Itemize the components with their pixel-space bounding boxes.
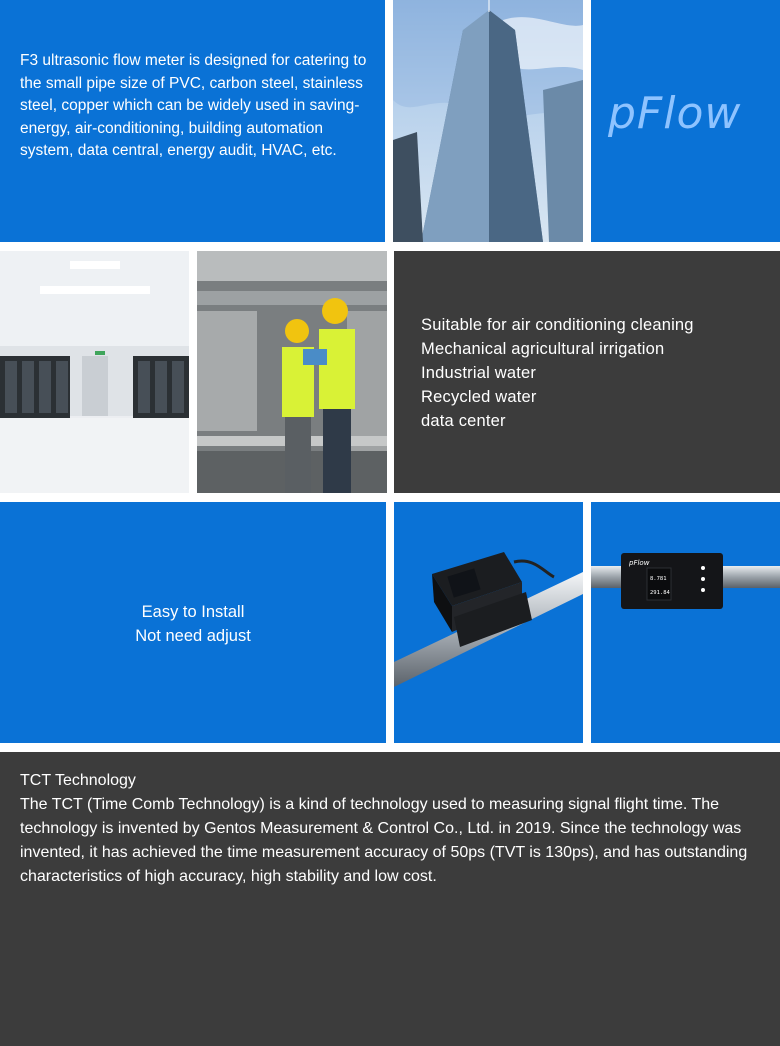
list-item: Suitable for air conditioning cleaning xyxy=(421,316,694,334)
install-panel xyxy=(0,502,386,743)
intro-panel xyxy=(0,0,385,242)
install-line-2: Not need adjust xyxy=(135,627,251,645)
list-item: Mechanical agricultural irrigation xyxy=(421,340,665,358)
pflow-logo: pFlow xyxy=(608,88,742,139)
flow-meter-side-image xyxy=(394,502,583,743)
engineers-image xyxy=(197,251,387,493)
brand-panel xyxy=(591,0,780,242)
list-item: data center xyxy=(421,412,506,430)
device-reading-2: 291.84 xyxy=(650,590,670,596)
list-item: Recycled water xyxy=(421,388,537,406)
flow-meter-front-image xyxy=(591,502,780,743)
list-item: Industrial water xyxy=(421,364,537,382)
server-room-image xyxy=(0,251,189,493)
intro-text: F3 ultrasonic flow meter is designed for catering to the small pipe size of PVC, carbon steel, stainless steel, copper which can be widely used in saving-energy, air-conditioning, building automation system, data central, energy audit, HVAC, etc. xyxy=(20,52,367,159)
device-reading-1: 8.781 xyxy=(650,576,667,582)
applications-panel xyxy=(394,251,780,493)
tct-title: TCT Technology xyxy=(20,772,136,789)
applications-list xyxy=(421,313,694,433)
skyscraper-image xyxy=(393,0,583,242)
tct-panel xyxy=(0,752,780,1046)
device-brand: pFlow xyxy=(629,559,650,567)
install-line-1: Easy to Install xyxy=(141,603,245,621)
tct-body: The TCT (Time Comb Technology) is a kind of technology used to measuring signal flight time. The technology is invented by Gentos Measurement & Control Co., Ltd. in 2019. Since the technology was invented, it has achieved the time measurement accuracy of 50ps (TVT is 130ps), and has outstanding characteristics of high accuracy, high stability and low cost. xyxy=(20,796,748,885)
